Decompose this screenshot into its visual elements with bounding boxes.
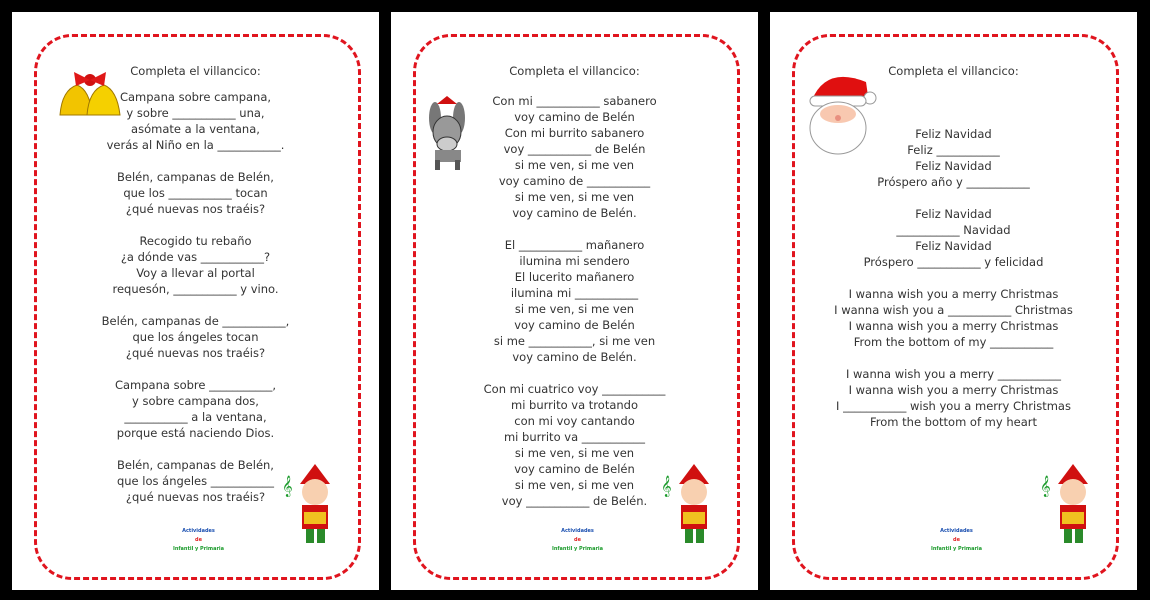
lyric-line: ilumina mi ___________ [510,286,639,300]
lyric-line: I wanna wish you a merry Christmas [848,383,1059,397]
svg-text:𝄞: 𝄞 [661,476,672,497]
lyric-line: I wanna wish you a merry Christmas [848,287,1059,301]
lyric-line [12,153,379,169]
lyric-line: Recogido tu rebaño [139,234,252,248]
lyrics [770,126,1137,430]
lyric-line: Voy a llevar al portal [136,266,255,280]
lyric-line: I wanna wish you a merry ___________ [845,367,1062,381]
lyric-line: si me ven, si me ven [514,446,635,460]
worksheet-title: Completa el villancico: [888,64,1019,78]
lyric-line: Con mi cuatrico voy ___________ [483,382,666,396]
lyric-line: Feliz Navidad [915,239,992,253]
lyric-line [391,221,758,237]
brand-logo: Actividades de Infantil y Primaria [172,528,225,552]
lyric-line: si me ven, si me ven [514,478,635,492]
brand-logo: Actividades de Infantil y Primaria [930,528,983,552]
lyric-line: voy camino de ___________ [498,174,651,188]
lyric-line: ¿qué nuevas nos traéis? [125,202,266,216]
lyric-line: si me ven, si me ven [514,302,635,316]
lyric-line: ¿a dónde vas ___________? [120,250,271,264]
lyric-line: Feliz Navidad [915,159,992,173]
lyric-line: porque está naciendo Dios. [116,426,275,440]
lyric-line: I wanna wish you a merry Christmas [848,319,1059,333]
lyric-line [12,361,379,377]
lyric-line [12,441,379,457]
lyric-line: ___________ Navidad [896,223,1011,237]
lyric-line: ¿qué nuevas nos traéis? [125,490,266,504]
lyric-line: Belén, campanas de ___________, [101,314,290,328]
lyric-line: ¿qué nuevas nos traéis? [125,346,266,360]
lyrics [391,93,758,509]
singing-elf-icon [280,462,350,547]
lyric-line [12,297,379,313]
svg-text:𝄞: 𝄞 [1040,476,1051,497]
lyric-line: voy camino de Belén. [512,206,637,220]
lyric-line: requesón, ___________ y vino. [112,282,279,296]
lyric-line: Con mi ___________ sabanero [492,94,657,108]
lyric-line: mi burrito va ___________ [503,430,646,444]
lyric-line: que los ángeles ___________ [116,474,275,488]
lyric-line: si me ___________, si me ven [493,334,656,348]
lyric-line: Próspero año y ___________ [877,175,1030,189]
lyric-line: que los ___________ tocan [123,186,268,200]
brand-logo: Actividades de Infantil y Primaria [551,528,604,552]
lyric-line: verás al Niño en la ___________. [106,138,285,152]
worksheet-title: Completa el villancico: [509,64,640,78]
worksheet-title: Completa el villancico: [130,64,261,78]
lyric-line: si me ven, si me ven [514,158,635,172]
singing-elf-icon [659,462,729,547]
worksheet-2 [391,12,758,590]
lyric-line: y sobre campana dos, [132,394,259,408]
worksheet-3 [770,12,1137,590]
worksheet-1 [12,12,379,590]
lyric-line: voy ___________ de Belén. [501,494,648,508]
lyric-line: ilumina mi sendero [519,254,630,268]
lyric-line [391,365,758,381]
singing-elf-icon [1038,462,1108,547]
lyrics [12,89,379,505]
lyric-line: si me ven, si me ven [514,190,635,204]
lyric-line: voy camino de Belén [514,110,635,124]
lyric-line: voy camino de Belén. [512,350,637,364]
lyric-line: From the bottom of my heart [870,415,1037,429]
lyric-line: voy camino de Belén [514,462,635,476]
lyric-line: Feliz ___________ [907,143,1000,157]
lyric-line: voy ___________ de Belén [503,142,646,156]
lyric-line: Belén, campanas de Belén, [117,458,274,472]
lyric-line: Con mi burrito sabanero [504,126,645,140]
lyric-line: con mi voy cantando [514,414,635,428]
lyric-line [770,270,1137,286]
lyric-line: Próspero ___________ y felicidad [863,255,1044,269]
lyric-line [770,350,1137,366]
lyric-line: asómate a la ventana, [131,122,260,136]
lyric-line: Belén, campanas de Belén, [117,170,274,184]
lyric-line: Campana sobre ___________, [114,378,277,392]
lyric-line: Campana sobre campana, [119,90,272,104]
lyric-line: I ___________ wish you a merry Christmas [836,399,1071,413]
lyric-line: Feliz Navidad [915,127,992,141]
lyric-line: I wanna wish you a ___________ Christmas [834,303,1073,317]
svg-text:𝄞: 𝄞 [282,476,293,497]
lyric-line [770,190,1137,206]
lyric-line: voy camino de Belén [514,318,635,332]
lyric-line: El lucerito mañanero [514,270,635,284]
lyric-line: y sobre ___________ una, [126,106,265,120]
lyric-line [12,217,379,233]
lyric-line: Feliz Navidad [915,207,992,221]
lyric-line: El ___________ mañanero [504,238,645,252]
lyric-line: ___________ a la ventana, [124,410,267,424]
lyric-line: From the bottom of my ___________ [853,335,1054,349]
lyric-line: que los ángeles tocan [132,330,259,344]
lyric-line: mi burrito va trotando [511,398,638,412]
